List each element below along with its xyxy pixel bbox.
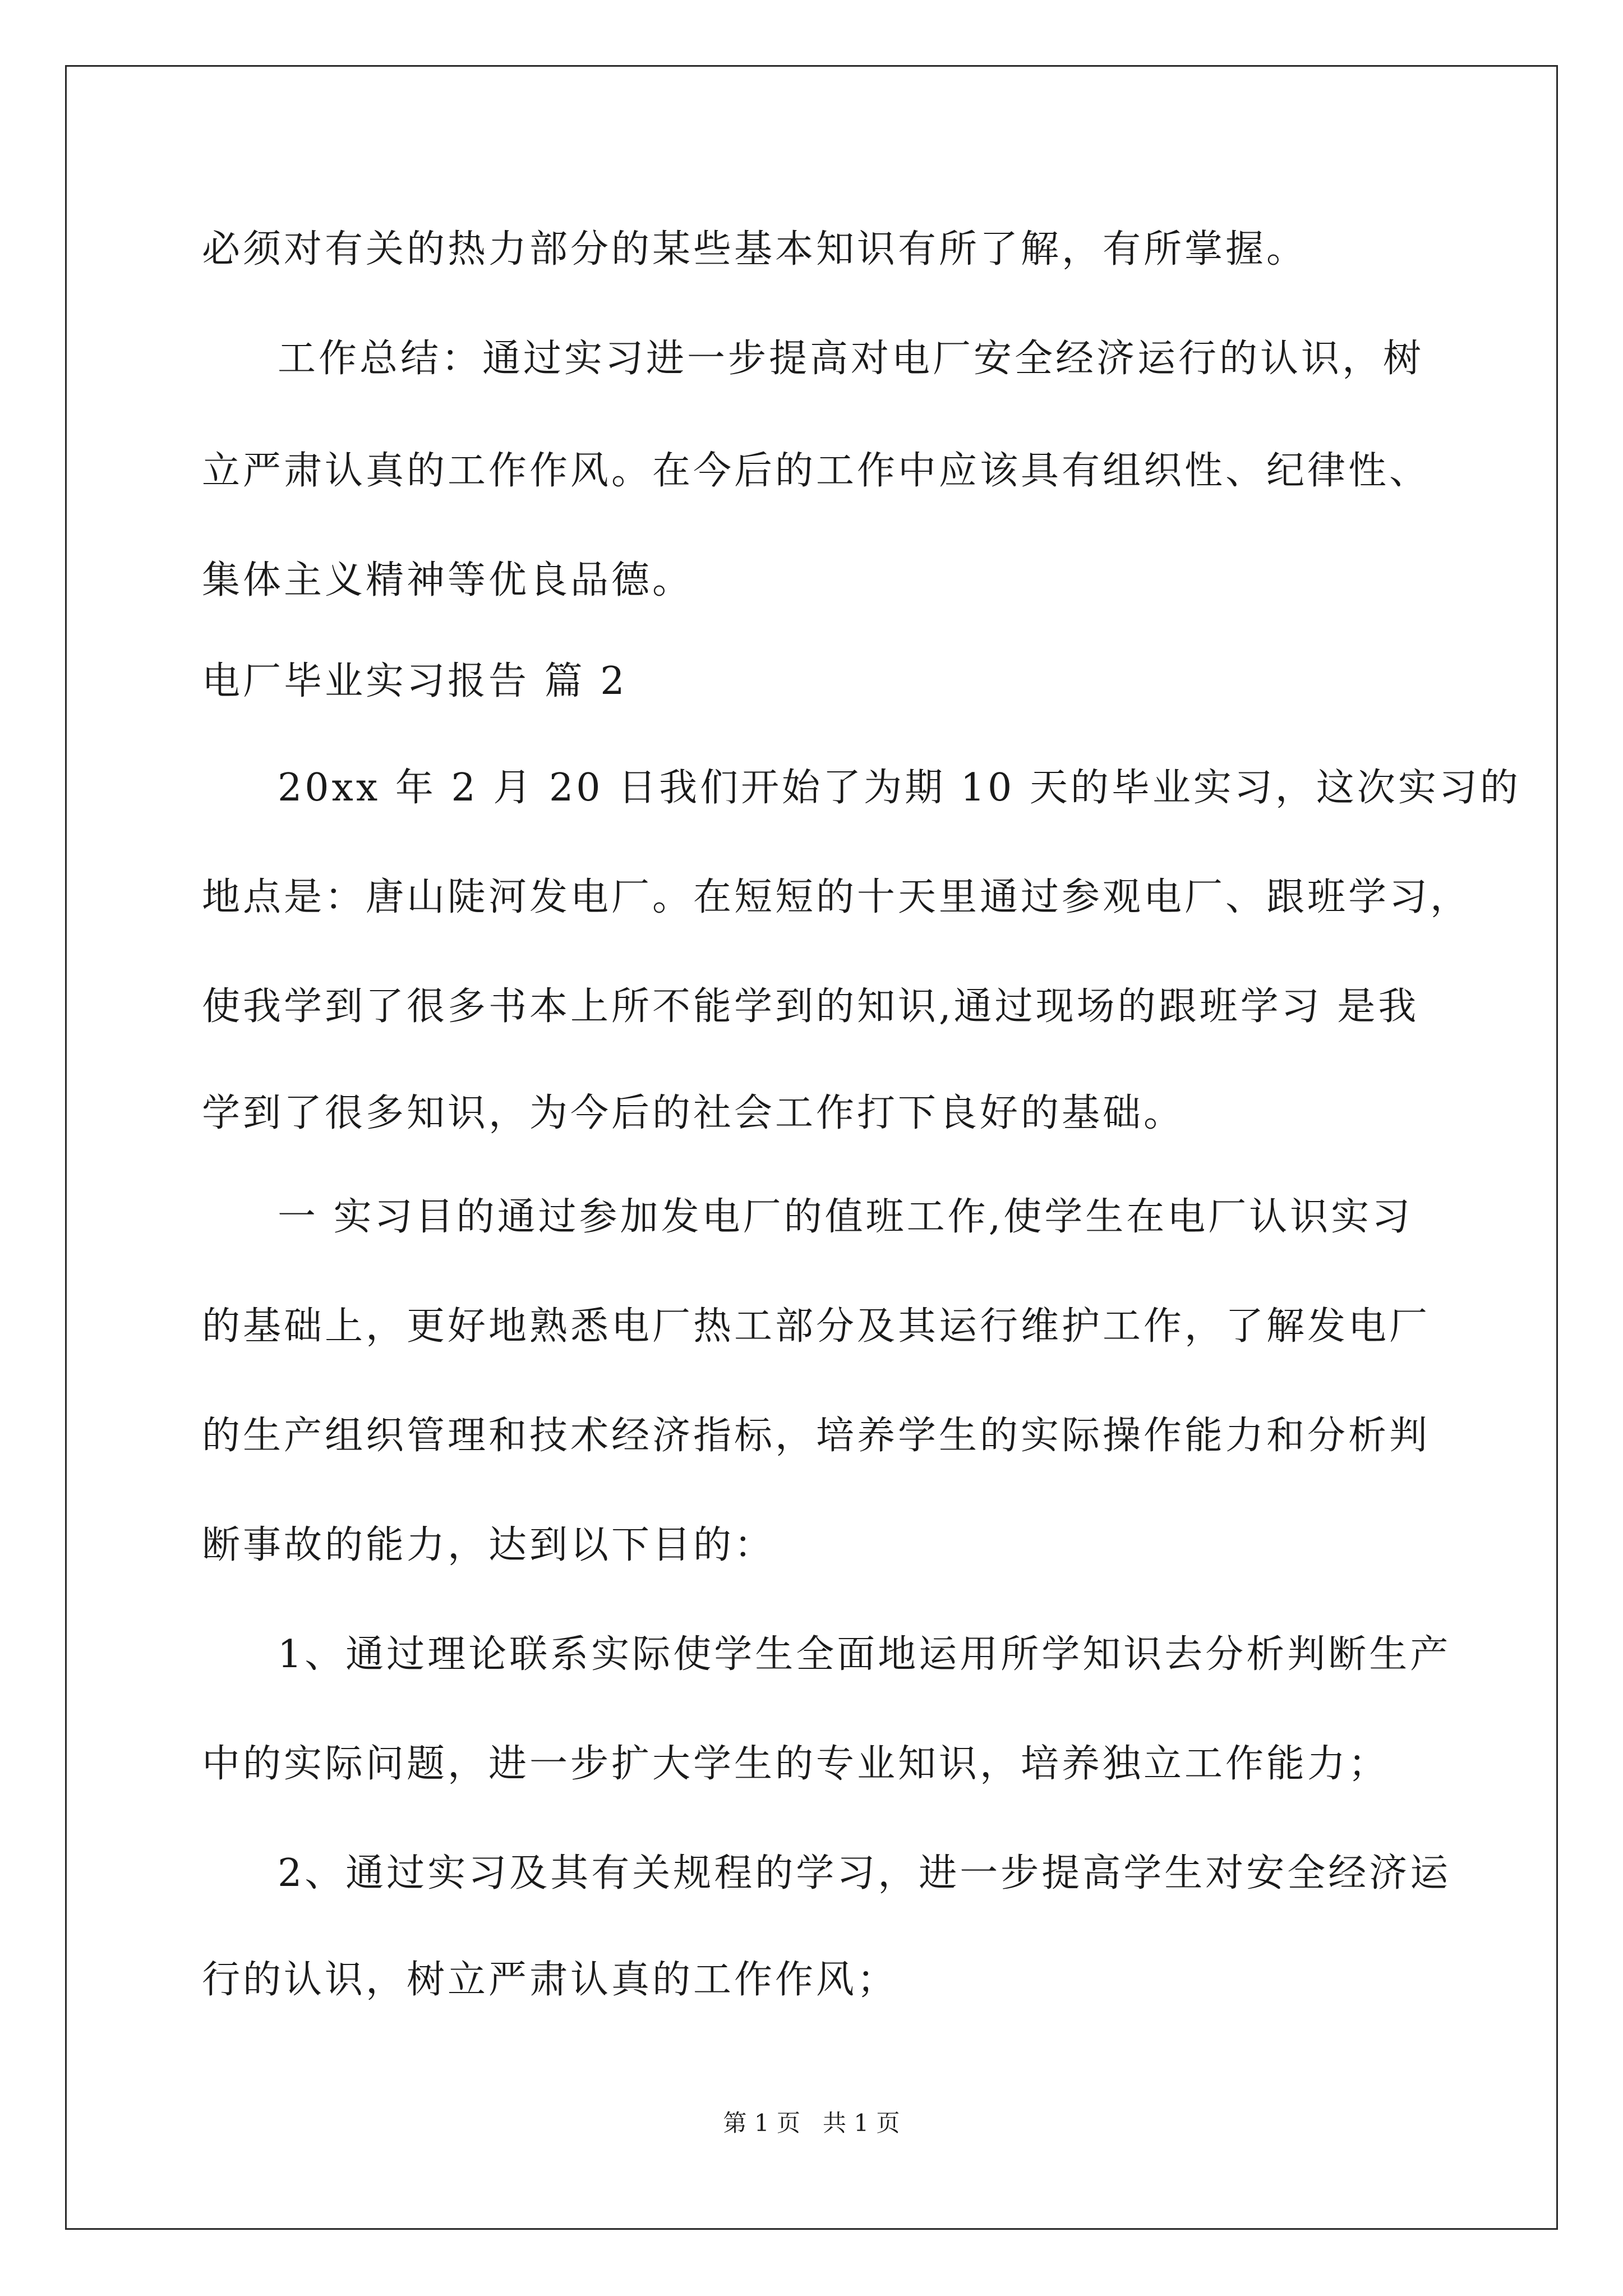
paragraph-line: 工作总结：通过实习进一步提高对电厂安全经济运行的认识，树 [278,337,1424,381]
paragraph-line: 断事故的能力，达到以下目的： [202,1523,776,1567]
paragraph-line: 立严肃认真的工作作风。在今后的工作中应该具有组织性、纪律性、 [202,449,1431,493]
paragraph-line: 学到了很多知识，为今后的社会工作打下良好的基础。 [202,1091,1185,1135]
paragraph-line: 中的实际问题，进一步扩大学生的专业知识，培养独立工作能力； [202,1742,1390,1786]
section-heading: 电厂毕业实习报告 篇 2 [202,659,628,703]
paragraph-line: 行的认识，树立严肃认真的工作作风； [202,1958,898,2002]
paragraph-line: 一 实习目的通过参加发电厂的值班工作,使学生在电厂认识实习 [278,1195,1413,1239]
paragraph-line: 使我学到了很多书本上所不能学到的知识,通过现场的跟班学习 是我 [202,984,1419,1029]
paragraph-line: 地点是：唐山陡河发电厂。在短短的十天里通过参观电厂、跟班学习， [202,875,1472,919]
paragraph-line: 2、通过实习及其有关规程的学习，进一步提高学生对安全经济运 [278,1851,1451,1895]
paragraph-line: 的生产组织管理和技术经济指标，培养学生的实际操作能力和分析判 [202,1414,1431,1458]
page-border [65,65,1558,2230]
paragraph-line: 的基础上，更好地熟悉电厂热工部分及其运行维护工作，了解发电厂 [202,1304,1431,1349]
paragraph-line: 必须对有关的热力部分的某些基本知识有所了解，有所掌握。 [202,227,1308,272]
paragraph-line: 集体主义精神等优良品德。 [202,558,694,602]
paragraph-line: 1、通过理论联系实际使学生全面地运用所学知识去分析判断生产 [278,1632,1451,1677]
page-number-footer: 第 1 页 共 1 页 [723,2109,900,2137]
paragraph-line: 20xx 年 2 月 20 日我们开始了为期 10 天的毕业实习，这次实习的 [278,766,1521,810]
